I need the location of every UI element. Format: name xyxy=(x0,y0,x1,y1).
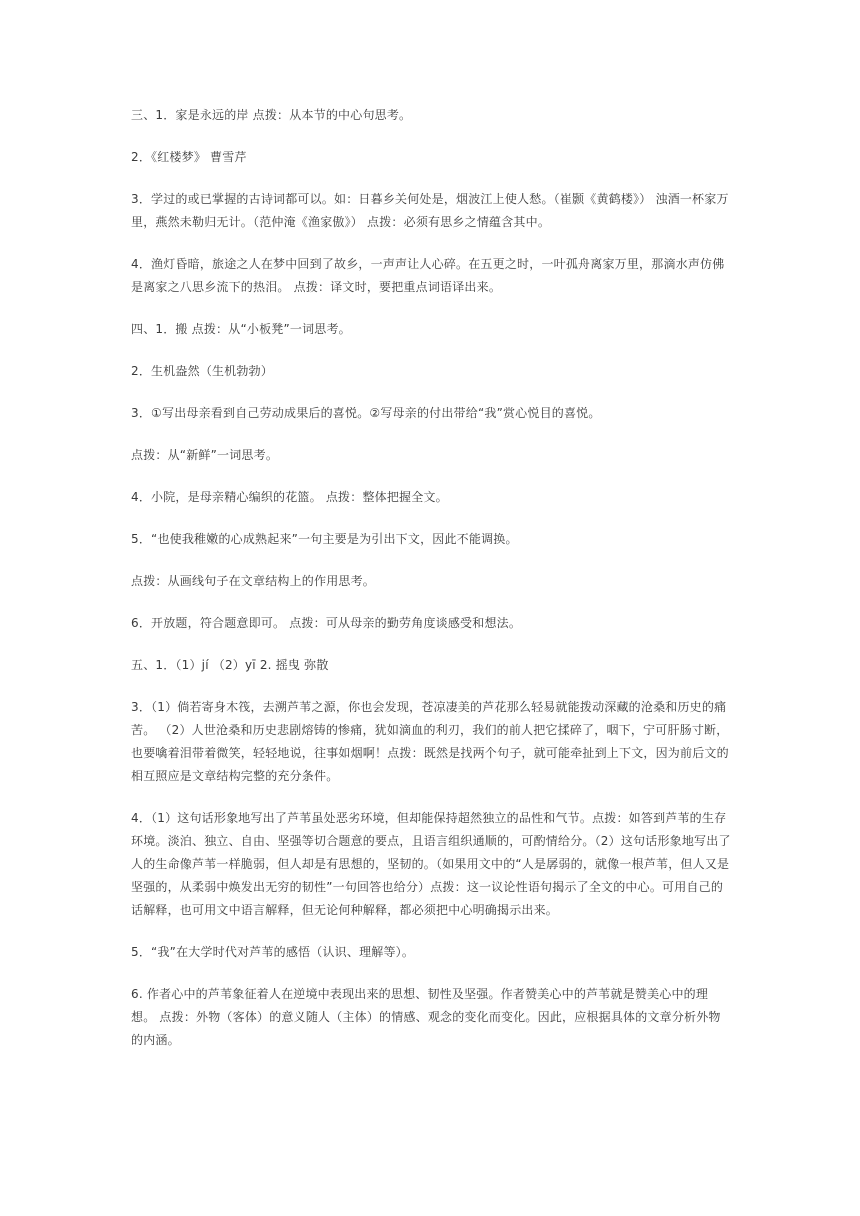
answer-key-body xyxy=(131,104,731,1071)
answer-section-4-item-6: 6．开放题，符合题意即可。 点拨：可从母亲的勤劳角度谈感受和想法。 xyxy=(131,616,522,630)
answer-section-3-item-3: 3．学过的或已掌握的古诗词都可以。如：日暮乡关何处是，烟波江上使人愁。（崔颢《黄鹤楼》） 浊酒一杯家万里，燕然未勒归无计。（范仲淹《渔家傲》） 点拨：必须有思乡之情蕴含其中。 xyxy=(131,192,729,229)
answer-section-4-item-5-hint: 点拨：从画线句子在文章结构上的作用思考。 xyxy=(131,574,376,588)
answer-section-4-item-2: 2．生机盎然（生机勃勃） xyxy=(131,364,274,378)
answer-section-4-item-3: 3．①写出母亲看到自己劳动成果后的喜悦。②写母亲的付出带给“我”赏心悦目的喜悦。 xyxy=(131,406,601,420)
answer-section-5-item-6: 6. 作者心中的芦苇象征着人在逆境中表现出来的思想、韧性及坚强。作者赞美心中的芦苇就是赞美心中的理想。 点拨：外物（客体）的意义随人（主体）的情感、观念的变化而变化。因此，应根据具体的文章分析外物的内涵。 xyxy=(131,987,721,1047)
answer-section-3-item-2: 2．《红楼梦》 曹雪芹 xyxy=(131,150,247,164)
answer-section-3-item-4: 4．渔灯昏暗，旅途之人在梦中回到了故乡，一声声让人心碎。在五更之时，一叶孤舟离家万里，那滴水声仿佛是离家之八思乡流下的热泪。 点拨：译文时，要把重点词语译出来。 xyxy=(131,257,725,294)
answer-section-4-item-5: 5．“也使我稚嫩的心成熟起来”一句主要是为引出下文，因此不能调换。 xyxy=(131,532,518,546)
answer-section-4-item-1: 四、1．搬 点拨：从“小板凳”一词思考。 xyxy=(131,322,351,336)
answer-section-5-item-1-2: 五、1．（1）jí （2）yī 2. 摇曳 弥散 xyxy=(131,658,329,672)
answer-section-5-item-5: 5．“我”在大学时代对芦苇的感悟（认识、理解等）。 xyxy=(131,945,415,959)
answer-section-4-item-3-hint: 点拨：从“新鲜”一词思考。 xyxy=(131,448,279,462)
answer-section-3-item-1: 三、1．家是永远的岸 点拨：从本节的中心句思考。 xyxy=(131,108,412,122)
answer-section-4-item-4: 4．小院，是母亲精心编织的花篮。 点拨：整体把握全文。 xyxy=(131,490,448,504)
answer-section-5-item-3: 3．（1）倘若寄身木筏，去溯芦苇之源，你也会发现，苍凉凄美的芦花那么轻易就能拨动深藏的沧桑和历史的痛苦。 （2）人世沧桑和历史悲剧熔铸的惨痛，犹如滴血的利刃，我们的前人把它揉碎了，咽下，宁可肝肠寸断，也要噙着泪带着微笑，轻轻地说，往事如烟啊！点拨：既然是找两个句子，就可能牵扯到上下文，因为前后文的相互照应是文章结构完整的充分条件。 xyxy=(131,700,729,783)
answer-section-5-item-4: 4．（1）这句话形象地写出了芦苇虽处恶劣环境，但却能保持超然独立的品性和气节。点拨：如答到芦苇的生存环境。淡泊、独立、自由、坚强等切合题意的要点，且语言组织通顺的，可酌情给分。（2）这句话形象地写出了人的生命像芦苇一样脆弱，但人却是有思想的，坚韧的。（如果用文中的“人是孱弱的，就像一根芦苇，但人又是坚强的，从柔弱中焕发出无穷的韧性”一句回答也给分）点拨：这一议论性语句揭示了全文的中心。可用自己的话解释，也可用文中语言解释，但无论何种解释，都必须把中心明确揭示出来。 xyxy=(131,811,731,917)
